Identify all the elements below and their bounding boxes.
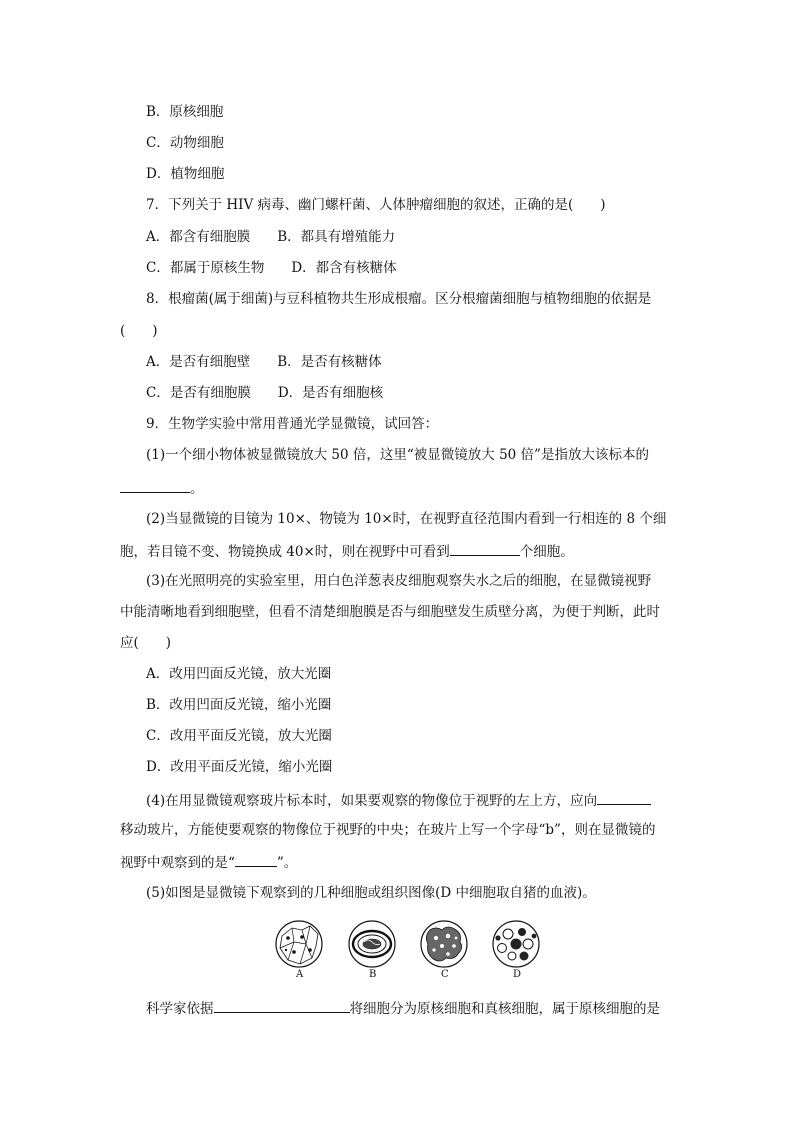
q9-part4-text: (4)在用显微镜观察玻片标本时，如果要观察的物像位于视野的左上方，应向 [146, 793, 598, 809]
q9-part2-tail: 个细胞。 [519, 544, 574, 560]
q9-part5: (5)如图是显微镜下观察到的几种细胞或组织图像(D 中细胞取自猪的血液)。 [146, 885, 596, 901]
question-8-paren: ( ) [120, 323, 158, 339]
q9-part2: (2)当显微镜的目镜为 10×、物镜为 10×时，在视野直径范围内看到一行相连的 8 个细 [146, 511, 667, 527]
cell-images-figure [272, 918, 552, 988]
figure-label-c: C [441, 969, 449, 980]
answer-blank[interactable] [450, 541, 520, 556]
q9-part3-option-c: C．改用平面反光镜，放大光圈 [146, 728, 332, 744]
q9-part5-lead: 科学家依据 [146, 1001, 214, 1017]
q9-part3-option-a: A．改用凹面反光镜，放大光圈 [146, 666, 332, 682]
q9-part5-statement [146, 998, 660, 1018]
q7-options-ab: A．都含有细胞膜 B．都具有增殖能力 [146, 229, 396, 245]
q9-part4-l3 [120, 852, 297, 872]
cell-image-d [493, 921, 539, 967]
q9-part4 [146, 790, 651, 810]
cell-image-a [276, 921, 322, 967]
question-8: 8．根瘤菌(属于细菌)与豆科植物共生形成根瘤。区分根瘤菌细胞与植物细胞的依据是 [146, 291, 652, 307]
cell-image-c [421, 921, 467, 967]
figure-label-d: D [513, 969, 522, 980]
answer-blank[interactable] [597, 790, 651, 805]
q9-part3-l3: 应( ) [120, 635, 172, 651]
option-c: C．动物细胞 [146, 135, 224, 151]
q9-part4-l2: 移动玻片，方能使要观察的物像位于视野的中央；在玻片上写一个字母“b”，则在显微镜的 [120, 822, 656, 838]
question-7: 7．下列关于 HIV 病毒、幽门螺杆菌、人体肿瘤细胞的叙述，正确的是( ) [146, 197, 606, 213]
q9-part4-l3-text: 视野中观察到的是“ [120, 855, 235, 871]
cell-image-b [349, 921, 395, 967]
q8-options-ab: A．是否有细胞壁 B．是否有核糖体 [146, 354, 382, 370]
q9-part2-cont [120, 541, 574, 561]
q9-part1: (1)一个细小物体被显微镜放大 50 倍，这里“被显微镜放大 50 倍”是指放大该标本的 [146, 447, 649, 463]
q9-part5-tail: 将细胞分为原核细胞和真核细胞，属于原核细胞的是 [349, 1001, 660, 1017]
q7-options-cd: C．都属于原核生物 D．都含有核糖体 [146, 260, 397, 276]
period-text: 。 [190, 481, 204, 497]
figure-label-a: A [296, 969, 304, 980]
cell-images-svg [272, 918, 552, 988]
q9-part4-l3-tail: ”。 [276, 855, 298, 871]
answer-blank[interactable] [120, 478, 190, 493]
option-d: D．植物细胞 [146, 166, 225, 182]
q9-part3-l2: 中能清晰地看到细胞壁，但看不清楚细胞膜是否与细胞壁发生质壁分离，为便于判断，此时 [120, 604, 660, 620]
q9-part2-text: 胞，若目镜不变、物镜换成 40×时，则在视野中可看到 [120, 544, 450, 560]
q9-part3-option-b: B．改用凹面反光镜，缩小光圈 [146, 697, 332, 713]
question-9: 9．生物学实验中常用普通光学显微镜，试回答： [146, 416, 439, 432]
answer-blank[interactable] [235, 852, 277, 867]
q9-part3-option-d: D．改用平面反光镜，缩小光圈 [146, 759, 333, 775]
option-b: B．原核细胞 [146, 104, 224, 120]
q9-part1-blank-line [120, 478, 204, 498]
q9-part3: (3)在光照明亮的实验室里，用白色洋葱表皮细胞观察失水之后的细胞，在显微镜视野 [146, 573, 652, 589]
figure-label-b: B [369, 969, 377, 980]
answer-blank[interactable] [214, 998, 350, 1013]
q8-options-cd: C．是否有细胞膜 D．是否有细胞核 [146, 385, 384, 401]
